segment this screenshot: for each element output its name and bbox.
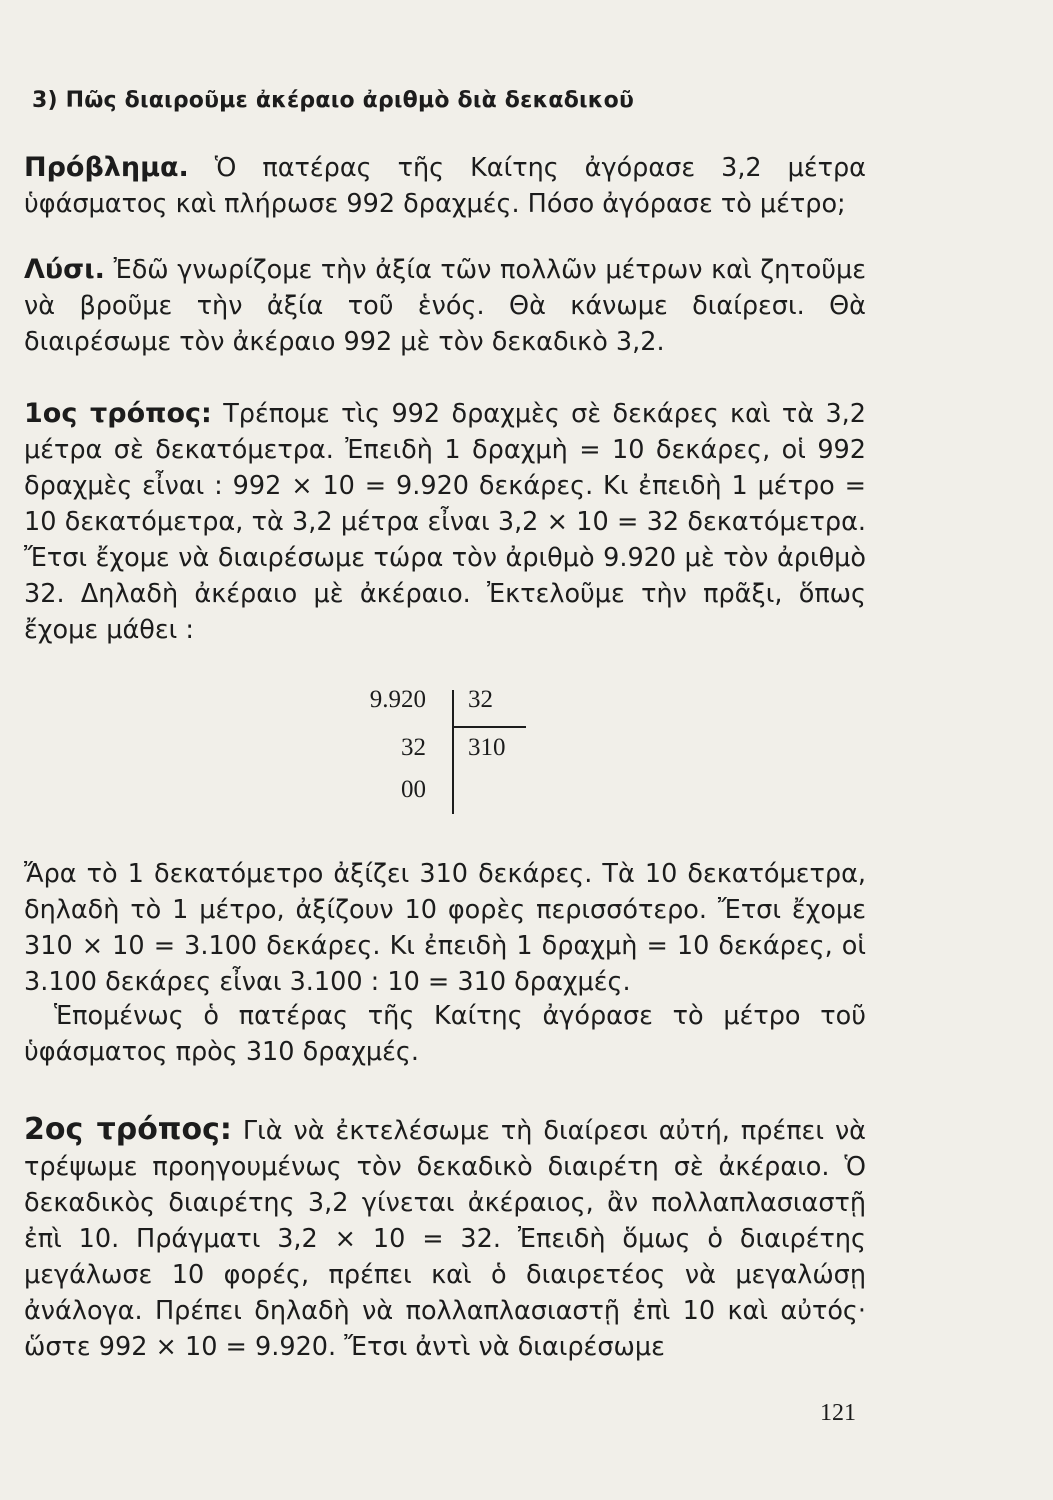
division-step: 32 [401, 734, 426, 761]
solution-paragraph [24, 252, 866, 360]
division-dividend: 9.920 [369, 686, 426, 713]
problem-label: Πρόβλημα. [24, 152, 189, 183]
long-division [330, 684, 530, 814]
division-remainder: 00 [401, 776, 426, 803]
therefore-paragraph: Ἑπομένως ὁ πατέρας τῆς Καίτης ἀγόρασε τὸ μέτρο τοῦ ὑφάσματος πρὸς 310 δραχμές. [24, 1001, 866, 1067]
way2-text: Γιὰ νὰ ἐκτελέσωμε τὴ διαίρεσι αὐτή, πρέπει νὰ τρέψωμε προηγουμένως τὸν δεκαδικὸ διαιρέτη σὲ ἀκέραιο. Ὁ δεκαδικὸς διαιρέτης 3,2 γίνεται ἀκέραιος, ἂν πολλαπλασιαστῇ ἐπὶ 10. Πράγματι 3,2 × 10 = 32. Ἐπειδὴ ὅμως ὁ διαιρέτης μεγάλωσε 10 φορές, πρέπει καὶ ὁ διαιρετέος νὰ μεγαλώσῃ ἀνάλογα. Πρέπει δηλαδὴ νὰ πολλαπλασιαστῇ ἐπὶ 10 καὶ αὐτός· ὥστε 992 × 10 = 9.920. Ἔτσι ἀντὶ νὰ διαιρέσωμε [24, 1116, 866, 1362]
division-horizontal-line [452, 726, 526, 728]
way2-label: 2ος τρόπος: [24, 1112, 232, 1147]
way2-paragraph [24, 1112, 866, 1365]
page-number: 121 [820, 1400, 856, 1426]
way1-text: Τρέπομε τὶς 992 δραχμὲς σὲ δεκάρες καὶ τὰ 3,2 μέτρα σὲ δεκατόμετρα. Ἐπειδὴ 1 δραχμὴ = 10 δεκάρες, οἱ 992 δραχμὲς εἶναι : 992 × 10 = 9.920 δεκάρες. Κι ἐπειδὴ 1 μέτρο = 10 δεκατόμετρα, τὰ 3,2 μέτρα εἶναι 3,2 × 10 = 32 δεκατόμετρα. Ἔτσι ἔχομε νὰ διαιρέσωμε τώρα τὸν ἀριθμὸ 9.920 μὲ τὸν ἀριθμὸ 32. Δηλαδὴ ἀκέραιο μὲ ἀκέραιο. Ἐκτελοῦμε τὴν πρᾶξι, ὅπως ἔχομε μάθει : [24, 399, 866, 645]
way1-paragraph [24, 396, 866, 648]
division-quotient: 310 [468, 734, 506, 761]
solution-label: Λύσι. [24, 254, 105, 285]
section-heading: 3) Πῶς διαιροῦμε ἀκέραιο ἀριθμὸ διὰ δεκαδικοῦ [32, 88, 635, 113]
problem-paragraph [24, 150, 866, 222]
way1-label: 1ος τρόπος: [24, 398, 212, 429]
division-vertical-line [452, 690, 454, 814]
result-paragraph: Ἄρα τὸ 1 δεκατόμετρο ἀξίζει 310 δεκάρες. Τὰ 10 δεκατόμετρα, δηλαδὴ τὸ 1 μέτρο, ἀξίζουν 10 φορὲς περισσότερο. Ἔτσι ἔχομε 310 × 10 = 3.100 δεκάρες. Κι ἐπειδὴ 1 δραχμὴ = 10 δεκάρες, οἱ 3.100 δεκάρες εἶναι 3.100 : 10 = 310 δραχμές. [24, 859, 866, 997]
problem-text: Ὁ πατέρας τῆς Καίτης ἀγόρασε 3,2 μέτρα ὑφάσματος καὶ πλήρωσε 992 δραχμές. Πόσο ἀγόρασε τὸ μέτρο; [24, 153, 866, 219]
division-divisor: 32 [468, 686, 493, 713]
solution-text: Ἐδῶ γνωρίζομε τὴν ἀξία τῶν πολλῶν μέτρων καὶ ζητοῦμε νὰ βροῦμε τὴν ἀξία τοῦ ἑνός. Θὰ κάνωμε διαίρεσι. Θὰ διαιρέσωμε τὸν ἀκέραιο 992 μὲ τὸν δεκαδικὸ 3,2. [24, 255, 866, 357]
